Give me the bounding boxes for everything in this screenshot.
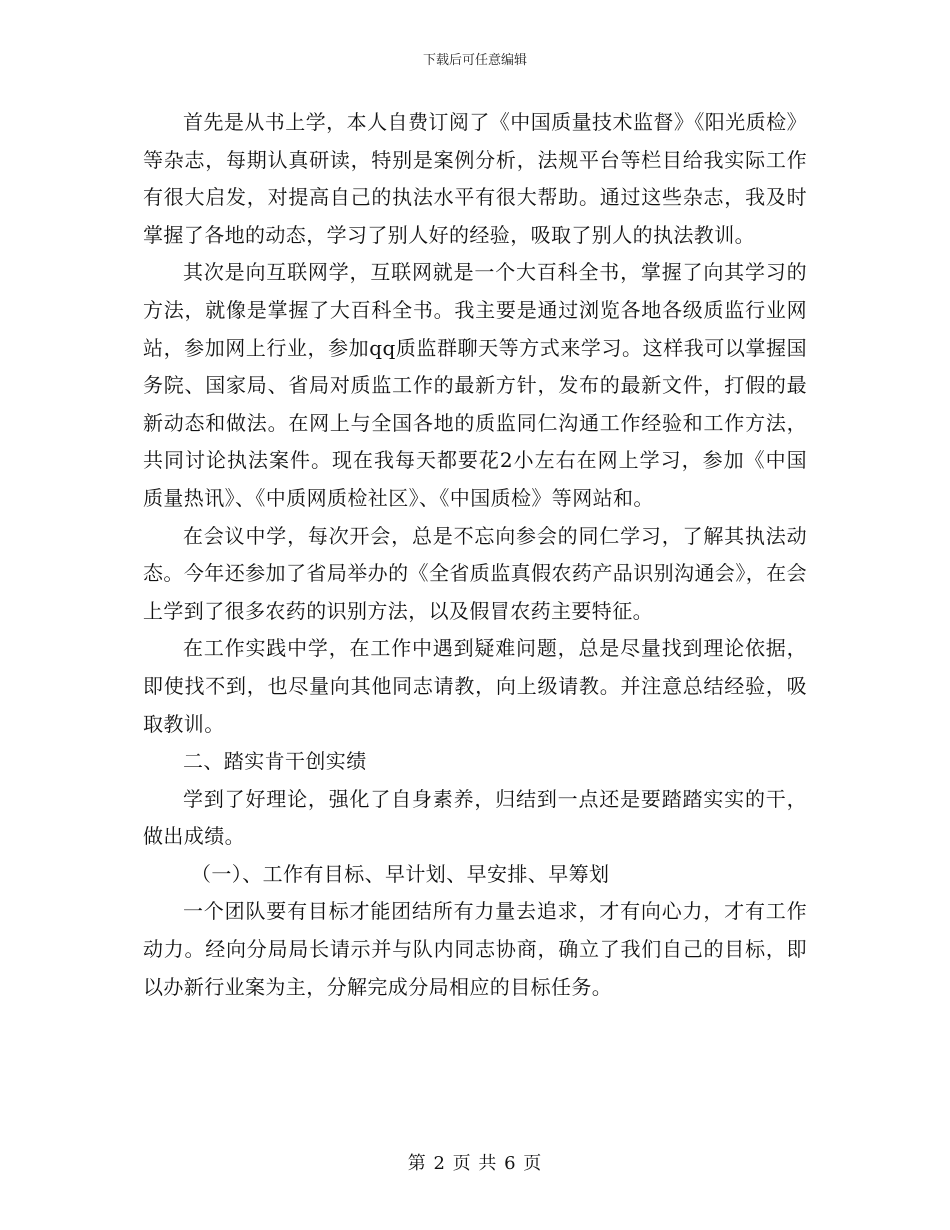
paragraph-learn-from-internet: 其次是向互联网学，互联网就是一个大百科全书，掌握了向其学习的方法，就像是掌握了大百科全书。我主要是通过浏览各地各级质监行业网站，参加网上行业，参加qq质监群聊天等方式来学习。这样我可以掌握国务院、国家局、省局对质监工作的最新方针，发布的最新文件，打假的最新动态和做法。在网上与全国各地的质监同仁沟通工作经验和工作方法，共同讨论执法案件。现在我每天都要花2小左右在网上学习，参加《中国质量热讯》、《中质网质检社区》、《中国质检》等网站和。: [143, 260, 807, 510]
section-heading: 二、踏实肯干创实绩: [183, 749, 367, 774]
page-header: 下载后可任意编辑: [422, 53, 527, 68]
subsection-paragraph: 一个团队要有目标才能团结所有力量去追求，才有向心力，才有工作动力。经向分局局长请示并与队内同志协商，确立了我们自己的目标，即以办新行业案为主，分解完成分局相应的目标任务。: [143, 899, 807, 999]
document-body: [143, 104, 807, 1006]
paragraph-learn-from-meetings: 在会议中学，每次开会，总是不忘向参会的同仁学习，了解其执法动态。今年还参加了省局举办的《全省质监真假农药产品识别沟通会》，在会上学到了很多农药的识别方法，以及假冒农药主要特征。: [143, 523, 807, 623]
page-number-footer: 第 2 页 共 6 页: [407, 1153, 543, 1174]
subsection-heading: （一）、工作有目标、早计划、早安排、早筹划: [191, 861, 610, 886]
paragraph-learn-from-books: 首先是从书上学，本人自费订阅了《中国质量技术监督》《阳光质检》等杂志，每期认真研读，特别是案例分析，法规平台等栏目给我实际工作有很大启发，对提高自己的执法水平有很大帮助。通过这些杂志，我及时掌握了各地的动态，学习了别人好的经验，吸取了别人的执法教训。: [143, 110, 807, 247]
section-intro-paragraph: 学到了好理论，强化了自身素养，归结到一点还是要踏踏实实的干，做出成绩。: [143, 786, 807, 849]
paragraph-learn-from-practice: 在工作实践中学，在工作中遇到疑难问题，总是尽量找到理论依据，即使找不到，也尽量向其他同志请教，向上级请教。并注意总结经验，吸取教训。: [143, 636, 807, 736]
